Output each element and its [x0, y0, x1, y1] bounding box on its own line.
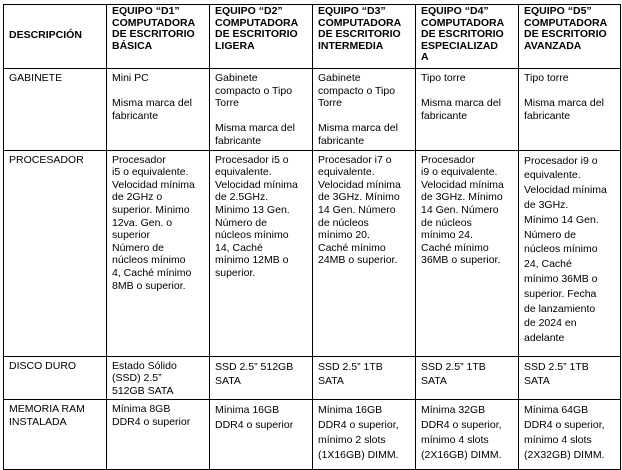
header-d1: EQUIPO “D1” COMPUTADORA DE ESCRITORIO BÁSICA	[107, 5, 210, 69]
cell-d5: SSD 2.5” 1TB SATA	[519, 356, 621, 400]
cell-d4: SSD 2.5” 1TB SATA	[416, 356, 519, 400]
cell-d4: Tipo torre Misma marca del fabricante	[416, 69, 519, 151]
row-label: GABINETE	[4, 69, 107, 151]
row-gabinete	[4, 69, 621, 151]
cell-d1: Procesador i5 o equivalente. Velocidad mínima de 2GHz o superior. Mínimo 12va. Gen. o superior Número de núcleos mínimo 4, Caché mínimo 8MB o superior.	[107, 150, 210, 356]
specs-table	[3, 4, 621, 470]
cell-d5: Tipo torre Misma marca del fabricante	[519, 69, 621, 151]
header-descripcion: DESCRIPCIÓN	[4, 5, 107, 69]
cell-d4: Mínima 32GB DDR4 o superior, mínimo 4 slots (2X16GB) DIMM.	[416, 400, 519, 470]
row-label: PROCESADOR	[4, 150, 107, 356]
cell-d1: Mínima 8GB DDR4 o superior	[107, 400, 210, 470]
cell-d3: Mínima 16GB DDR4 o superior, mínimo 2 slots (1X16GB) DIMM.	[313, 400, 416, 470]
row-label: MEMORIA RAM INSTALADA	[4, 400, 107, 470]
cell-d2: SSD 2.5” 512GB SATA	[210, 356, 313, 400]
header-d3: EQUIPO “D3” COMPUTADORA DE ESCRITORIO INTERMEDIA	[313, 5, 416, 69]
row-label: DISCO DURO	[4, 356, 107, 400]
cell-d3: Procesador i7 o equivalente. Velocidad mínima de 3GHz. Mínimo 14 Gen. Número de núcleos mínimo 20. Caché mínimo 24MB o superior.	[313, 150, 416, 356]
header-d5: EQUIPO “D5” COMPUTADORA DE ESCRITORIO AVANZADA	[519, 5, 621, 69]
cell-d2: Procesador i5 o equivalente. Velocidad mínima de 2.5GHz. Mínimo 13 Gen. Número de núcleos mínimo 14, Caché mínimo 12MB o superior.	[210, 150, 313, 356]
row-procesador	[4, 150, 621, 356]
cell-d3: SSD 2.5” 1TB SATA	[313, 356, 416, 400]
cell-d5: Procesador i9 o equivalente. Velocidad mínima de 3GHz. Mínimo 14 Gen. Número de núcleos mínimo 24, Caché mínimo 36MB o superior. Fecha de lanzamiento de 2024 en adelante	[519, 150, 621, 356]
cell-d3: Gabinete compacto o Tipo Torre Misma marca del fabricante	[313, 69, 416, 151]
row-disco-duro	[4, 356, 621, 400]
cell-d4: Procesador i9 o equivalente. Velocidad mínima de 3GHz. Mínimo 14 Gen. Número de núcleos mínimo 24. Caché mínimo 36MB o superior.	[416, 150, 519, 356]
row-memoria-ram	[4, 400, 621, 470]
cell-d2: Gabinete compacto o Tipo Torre Misma marca del fabricante	[210, 69, 313, 151]
cell-d5: Mínima 64GB DDR4 o superior, mínimo 4 slots (2X32GB) DIMM.	[519, 400, 621, 470]
header-d2: EQUIPO “D2” COMPUTADORA DE ESCRITORIO LIGERA	[210, 5, 313, 69]
cell-d1: Mini PC Misma marca del fabricante	[107, 69, 210, 151]
header-d4: EQUIPO “D4” COMPUTADORA DE ESCRITORIO ESPECIALIZAD A	[416, 5, 519, 69]
cell-d1: Estado Sólido (SSD) 2.5” 512GB SATA	[107, 356, 210, 400]
cell-d2: Mínima 16GB DDR4 o superior	[210, 400, 313, 470]
header-row	[4, 5, 621, 69]
